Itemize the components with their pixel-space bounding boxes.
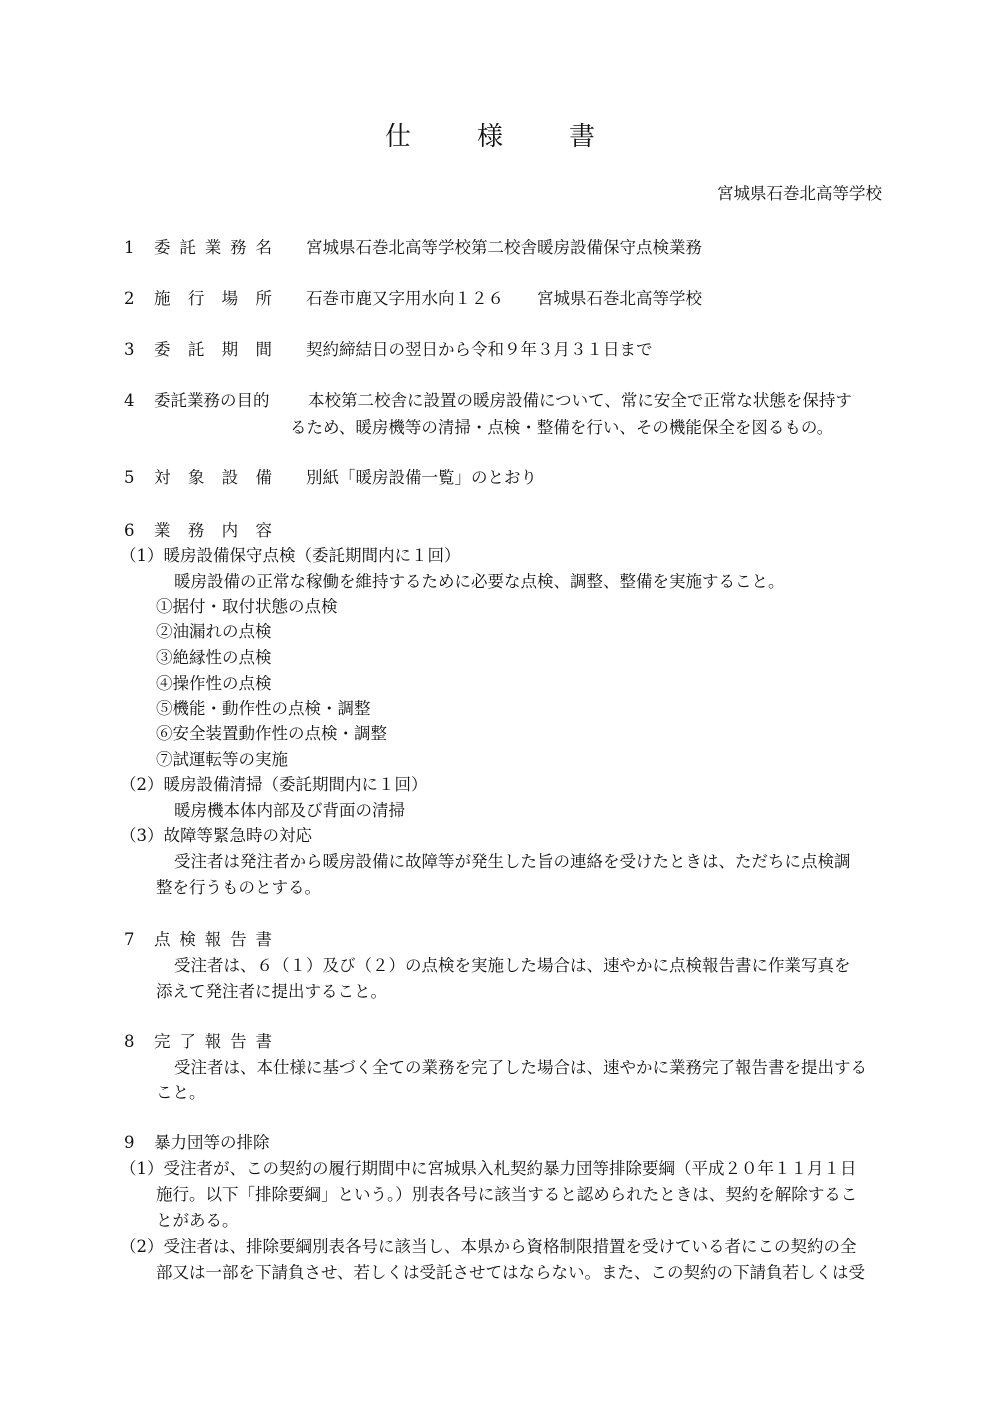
section-2-number: 2 bbox=[124, 289, 135, 308]
section-1-label: 委託業務名 bbox=[154, 238, 272, 257]
section-8-line-1: 受注者は、本仕様に基づく全ての業務を完了した場合は、速やかに業務完了報告書を提出する bbox=[174, 1058, 867, 1077]
section-4-label: 委託業務の目的 bbox=[154, 391, 270, 410]
section-7-line-1: 受注者は、６（１）及び（２）の点検を実施した場合は、速やかに点検報告書に作業写真を bbox=[174, 956, 851, 975]
section-8-number: 8 bbox=[124, 1032, 135, 1051]
section-9-para-2-line-1: （2）受注者は、排除要綱別表各号に該当し、本県から資格制限措置を受けている者にこの契約の全 bbox=[120, 1237, 857, 1256]
section-6-sub-1-item: ①据付・取付状態の点検 bbox=[156, 597, 338, 616]
section-5-label: 対象設備 bbox=[154, 468, 272, 487]
section-6-label: 業務内容 bbox=[154, 521, 272, 540]
section-6-sub-1-item: ⑥安全装置動作性の点検・調整 bbox=[156, 724, 387, 743]
section-7-number: 7 bbox=[124, 930, 135, 949]
section-7-label: 点検報告書 bbox=[154, 930, 272, 949]
section-4-line-1: 本校第二校舎に設置の暖房設備について、常に安全で正常な状態を保持す bbox=[308, 391, 852, 410]
issuer-school: 宮城県石巻北高等学校 bbox=[717, 184, 882, 203]
section-3-label: 委託期間 bbox=[154, 340, 272, 359]
section-3-number: 3 bbox=[124, 340, 135, 359]
section-6-sub-1-item: ④操作性の点検 bbox=[156, 674, 272, 693]
section-1-number: 1 bbox=[124, 238, 135, 257]
section-6-sub-3-title: （3）故障等緊急時の対応 bbox=[120, 826, 312, 845]
section-6-number: 6 bbox=[124, 521, 135, 540]
section-3-value: 契約締結日の翌日から令和９年３月３１日まで bbox=[306, 340, 653, 359]
section-6-sub-1-title: （1）暖房設備保守点検（委託期間内に１回） bbox=[120, 546, 461, 565]
section-9-para-2-line-2: 部又は一部を下請負させ、若しくは受託させてはならない。また、この契約の下請負若しくは受 bbox=[156, 1263, 866, 1282]
section-5-value: 別紙「暖房設備一覧」のとおり bbox=[306, 468, 537, 487]
section-6-sub-3-line-1: 受注者は発注者から暖房設備に故障等が発生した旨の連絡を受けたときは、ただちに点検調 bbox=[174, 852, 851, 871]
section-9-para-1-line-1: （1）受注者が、この契約の履行期間中に宮城県入札契約暴力団等排除要綱（平成２０年１１月１日 bbox=[120, 1159, 857, 1178]
section-6-sub-1-item: ⑦試運転等の実施 bbox=[156, 750, 288, 769]
section-7-line-2: 添えて発注者に提出すること。 bbox=[156, 982, 387, 1001]
section-9-number: 9 bbox=[124, 1133, 135, 1152]
section-5-number: 5 bbox=[124, 468, 135, 487]
section-6-sub-2-title: （2）暖房設備清掃（委託期間内に１回） bbox=[120, 775, 428, 794]
section-8-label: 完了報告書 bbox=[154, 1032, 272, 1051]
section-4-number: 4 bbox=[124, 391, 135, 410]
section-1-value: 宮城県石巻北高等学校第二校舎暖房設備保守点検業務 bbox=[306, 238, 702, 257]
section-6-sub-1-item: ⑤機能・動作性の点検・調整 bbox=[156, 699, 371, 718]
document-title: 仕 様 書 bbox=[384, 122, 615, 152]
section-6-sub-1-item: ②油漏れの点検 bbox=[156, 622, 272, 641]
section-9-para-1-line-2: 施行。以下「排除要綱」という。）別表各号に該当すると認められたときは、契約を解除するこ bbox=[156, 1185, 858, 1204]
section-2-label: 施行場所 bbox=[154, 289, 272, 308]
section-6-sub-3-line-2: 整を行うものとする。 bbox=[156, 878, 321, 897]
section-6-sub-2-body: 暖房機本体内部及び背面の清掃 bbox=[174, 801, 405, 820]
section-2-value: 石巻市鹿又字用水向１２６ 宮城県石巻北高等学校 bbox=[306, 289, 702, 308]
section-6-sub-1-item: ③絶縁性の点検 bbox=[156, 648, 272, 667]
section-4-line-2: るため、暖房機等の清掃・点検・整備を行い、その機能保全を図るもの。 bbox=[290, 418, 834, 437]
section-9-label: 暴力団等の排除 bbox=[154, 1133, 270, 1152]
section-8-line-2: こと。 bbox=[156, 1083, 206, 1102]
section-9-para-1-line-3: とがある。 bbox=[156, 1211, 239, 1230]
section-6-sub-1-body: 暖房設備の正常な稼働を維持するために必要な点検、調整、整備を実施すること。 bbox=[174, 572, 785, 591]
